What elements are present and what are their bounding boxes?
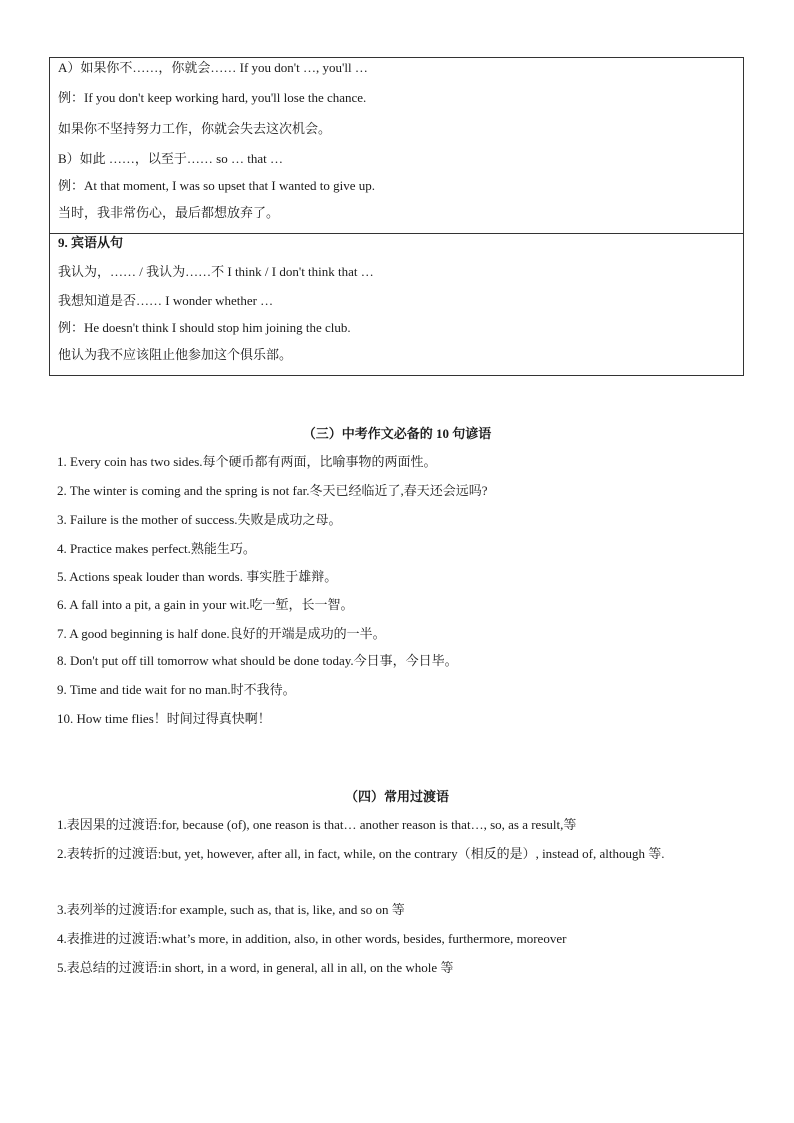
transition-item: 1.表因果的过渡语:for, because (of), one reason is that… another reason is that…, so, as a result,等 [57,817,577,832]
proverb-item: 2. The winter is coming and the spring is not far.冬天已经临近了,春天还会远吗? [57,483,488,498]
section4-heading: （四）常用过渡语 [344,789,449,804]
box1-line: B）如此 ……，以至于…… so … that … [58,151,283,166]
box1-line: 例：If you don't keep working hard, you'll lose the chance. [58,90,367,105]
transition-item: 4.表推进的过渡语:what’s more, in addition, also, in other words, besides, furthermore, moreover [57,931,567,946]
box1-line: 如果你不坚持努力工作，你就会失去这次机会。 [58,121,332,136]
transition-item: 5.表总结的过渡语:in short, in a word, in general, all in all, on the whole 等 [57,960,454,975]
proverb-item: 9. Time and tide wait for no man.时不我待。 [57,682,296,697]
proverb-item: 6. A fall into a pit, a gain in your wit.吃一堑，长一智。 [57,597,354,612]
box2-line: 他认为我不应该阻止他参加这个俱乐部。 [58,347,293,362]
box2-line: 我认为，…… / 我认为……不 I think / I don't think that … [58,264,374,279]
box2-line: 例：He doesn't think I should stop him joining the club. [58,320,351,335]
proverb-item: 5. Actions speak louder than words. 事实胜于雄辩。 [57,569,338,584]
transition-item: 3.表列举的过渡语:for example, such as, that is, like, and so on 等 [57,902,405,917]
box2-line: 我想知道是否…… I wonder whether … [58,293,274,308]
proverb-item: 3. Failure is the mother of success.失败是成功之母。 [57,512,342,527]
box1-line: 当时，我非常伤心，最后都想放弃了。 [58,205,280,220]
transition-item: 2.表转折的过渡语:but, yet, however, after all, in fact, while, on the contrary（相反的是）, instead of, although 等. [57,846,665,861]
proverb-item: 8. Don't put off till tomorrow what should be done today.今日事，今日毕。 [57,653,458,668]
section3-heading: （三）中考作文必备的 10 句谚语 [302,426,492,441]
proverb-item: 1. Every coin has two sides.每个硬币都有两面，比喻事物的两面性。 [57,454,437,469]
proverb-item: 7. A good beginning is half done.良好的开端是成功的一半。 [57,626,386,641]
box1-line: 例：At that moment, I was so upset that I wanted to give up. [58,178,376,193]
box2-title: 9. 宾语从句 [58,235,124,250]
box1-line: A）如果你不……，你就会…… If you don't …, you'll … [58,60,368,75]
proverb-item: 4. Practice makes perfect.熟能生巧。 [57,541,256,556]
proverb-item: 10. How time flies！时间过得真快啊！ [57,711,271,726]
